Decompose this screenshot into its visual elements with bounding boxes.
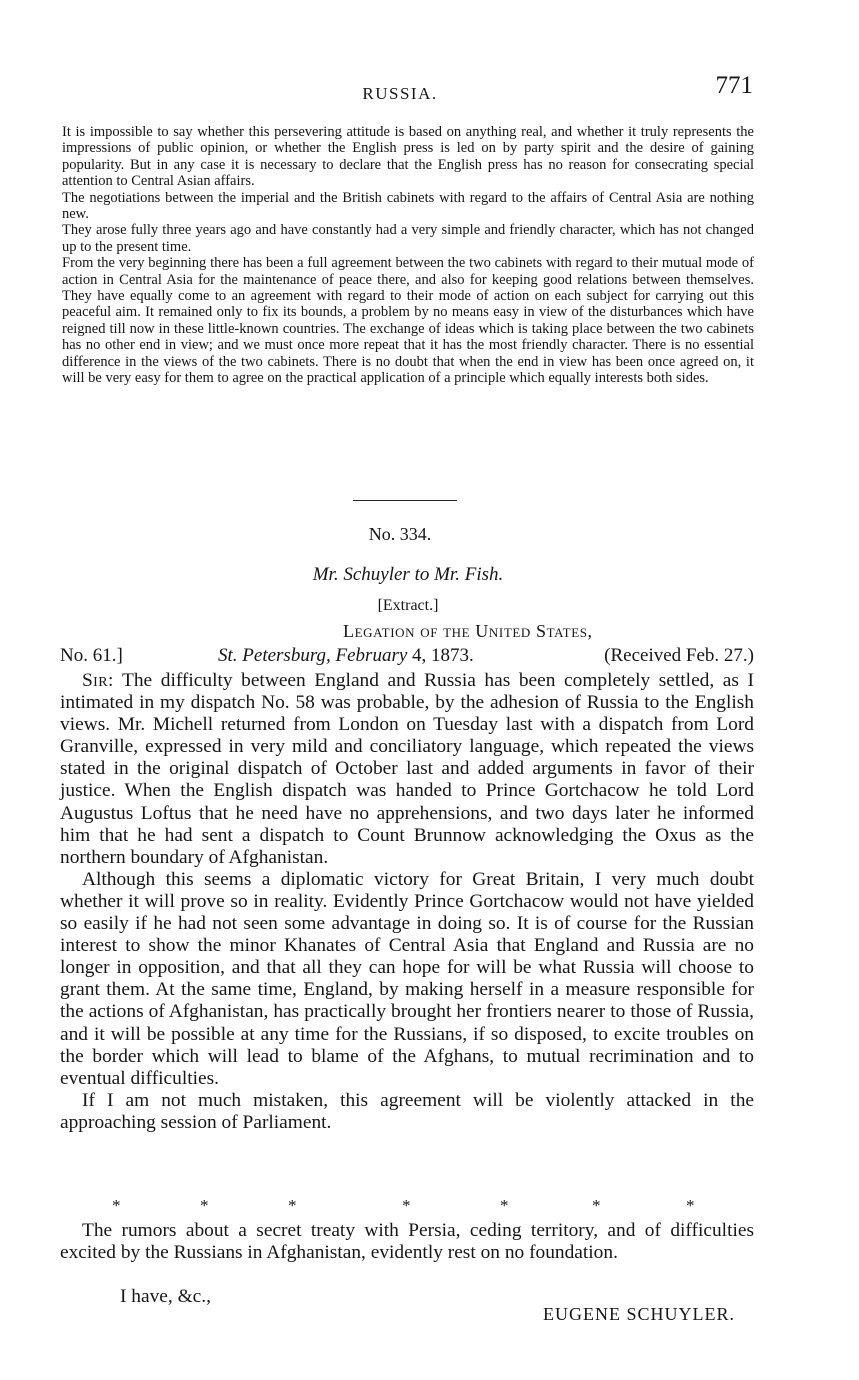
dispatch-number: No. 61.]: [60, 645, 123, 666]
document-number: No. 334.: [368, 524, 432, 544]
date-day-year: 4, 1873.: [407, 645, 474, 666]
omission-star: *: [402, 1196, 411, 1215]
section-divider: [353, 500, 457, 501]
omission-star: *: [288, 1196, 297, 1215]
signature: EUGENE SCHUYLER.: [543, 1304, 735, 1324]
preceding-text-block: [62, 124, 754, 387]
received-date: (Received Feb. 27.): [604, 645, 754, 666]
legation-line: Legation of the United States,: [343, 621, 593, 641]
letter-closing-paragraph: [60, 1220, 754, 1264]
document-heading: Mr. Schuyler to Mr. Fish.: [312, 564, 504, 585]
place-date-italic: St. Petersburg, February: [218, 645, 408, 666]
letter-paragraph-text: The difficulty between England and Russia has been completely settled, as I intimated in my dispatch No. 58 was probable, by the adhesion of Russia to the English views. Mr. Michell returned from London on Tuesday last with a dispatch from Lord Granville, expressed in very mild and conciliatory language, which repeated the views stated in the original dispatch of October last and added arguments in favor of their justice. When the English dispatch was handed to Prince Gortchacow he told Lord Augustus Loftus that he need have no apprehensions, and two days later he informed him that he had sent a dispatch to Count Brunnow acknowledging the Oxus as the northern boundary of Afghanistan.: [60, 670, 754, 868]
omission-star: *: [112, 1196, 121, 1215]
omission-star: *: [500, 1196, 509, 1215]
letter-paragraph: [60, 670, 754, 869]
salutation: Sir:: [82, 670, 114, 691]
letter-paragraph: Although this seems a diplomatic victory for Great Britain, I very much doubt whether it will prove so in reality. Evidently Prince Gortchacow would not have yielded so easily if he had not seen some advantage in doing so. It is of course for the Russian interest to show the minor Khanates of Central Asia that England and Russia are no longer in opposition, and that all they can hope for will be what Russia will choose to grant them. At the same time, England, by making herself in a measure responsible for the actions of Afghanistan, has practically brought her frontiers nearer to those of Russia, and it will be possible at any time for the Russians, if so disposed, to excite troubles on the border which will lead to blame of the Afghans, to mutual recrimination and to eventual difficulties.: [60, 868, 754, 1089]
preceding-paragraph: They arose fully three years ago and have constantly had a very simple and friendly character, which has not changed up to the present time.: [62, 222, 754, 255]
page-number: 771: [715, 72, 753, 99]
extract-note: [Extract.]: [377, 597, 439, 614]
omission-star: *: [200, 1196, 209, 1215]
letter-body: [60, 670, 754, 1134]
letter-paragraph: The rumors about a secret treaty with Persia, ceding territory, and of difficulties excited by the Russians in Afghanistan, evidently rest on no foundation.: [60, 1220, 754, 1264]
preceding-paragraph: From the very beginning there has been a full agreement between the two cabinets with regard to their mutual mode of action in Central Asia for the maintenance of peace there, and also for keeping good relations between themselves. They have equally come to an agreement with regard to their mode of action on each subject for carrying out this peaceful aim. It remained only to fix its bounds, a problem by no means easy in view of the disturbances which have reigned till now in these little-known countries. The exchange of ideas which is taking place between the two cabinets has no other end in view; and we must once more repeat that it has the most friendly character. There is no essential difference in the views of the two cabinets. There is no doubt that when the end in view has been once agreed on, it will be very easy for them to agree on the practical application of a principle which equally interests both sides.: [62, 255, 754, 387]
omission-star: *: [686, 1196, 695, 1215]
running-title: RUSSIA.: [362, 84, 438, 103]
place-date: [218, 645, 474, 667]
letter-paragraph: If I am not much mistaken, this agreement will be violently attacked in the approaching session of Parliament.: [60, 1089, 754, 1133]
valediction: I have, &c.,: [120, 1286, 211, 1307]
omission-star: *: [592, 1196, 601, 1215]
preceding-paragraph: The negotiations between the imperial and the British cabinets with regard to the affairs of Central Asia are nothing new.: [62, 189, 754, 223]
preceding-paragraph: It is impossible to say whether this persevering attitude is based on anything real, and whether it truly represents the impressions of public opinion, or whether the English press is led on by party spirit and the desire of gaining popularity. But in any case it is necessary to declare that the English press has no reason for consecrating special attention to Central Asian affairs.: [62, 124, 754, 190]
